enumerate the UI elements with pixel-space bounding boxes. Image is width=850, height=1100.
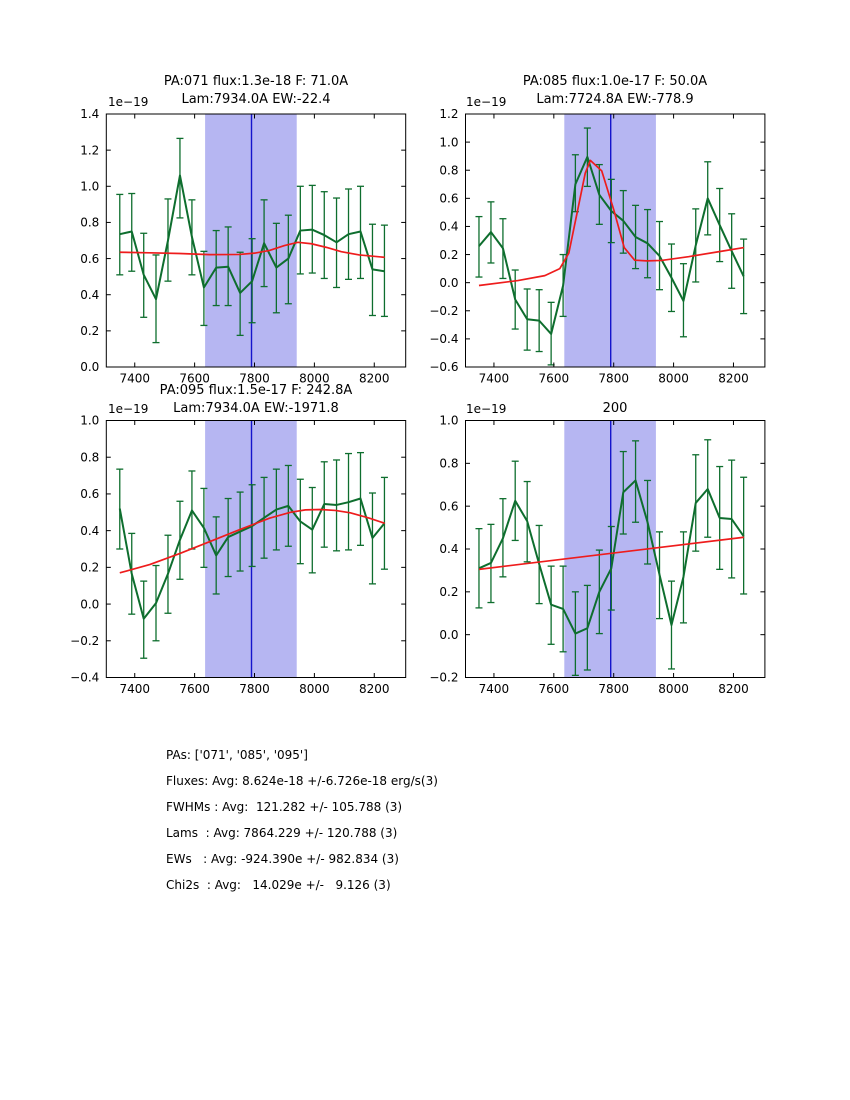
y-tick-label: 0.2: [80, 560, 100, 575]
y-tick-label: 0.6: [80, 251, 100, 266]
y-tick-label: 1.4: [80, 107, 100, 122]
y-tick-label: 0.0: [439, 275, 459, 290]
x-tick-label: 7400: [478, 371, 510, 386]
plot-3-title-line1: PA:095 flux:1.5e-17 F: 242.8A: [159, 383, 353, 398]
y-tick-label: −0.2: [429, 303, 459, 318]
summary-line-lams: Lams : Avg: 7864.229 +/- 120.788 (3): [166, 826, 398, 840]
x-tick-label: 8000: [658, 682, 689, 696]
y-tick-label: 0.2: [80, 324, 100, 339]
summary-line-fwhms: FWHMs : Avg: 121.282 +/- 105.788 (3): [166, 800, 403, 814]
plot-3-offset-label: 1e−19: [108, 402, 149, 416]
x-tick-label: 8000: [299, 682, 330, 696]
x-tick-label: 8200: [718, 682, 749, 696]
summary-line-pas: PAs: ['071', '085', '095']: [166, 748, 308, 762]
y-tick-label: 1.0: [439, 135, 459, 150]
y-tick-label: 0.8: [439, 163, 459, 178]
plot-1-title-line2: Lam:7934.0A EW:-22.4: [181, 92, 331, 107]
plot-1-offset-label: 1e−19: [108, 95, 149, 109]
y-tick-label: −0.6: [429, 360, 459, 375]
summary-line-chi2s: Chi2s : Avg: 14.029e +/- 9.126 (3): [166, 878, 391, 892]
x-tick-label: 7800: [239, 371, 270, 386]
y-tick-label: 0.6: [439, 499, 459, 514]
plot-4-offset-label: 1e−19: [466, 402, 507, 416]
y-tick-label: −0.4: [70, 670, 100, 685]
y-tick-label: 0.0: [80, 360, 100, 375]
x-tick-label: 7400: [119, 371, 151, 386]
x-tick-label: 7600: [179, 682, 210, 696]
y-tick-label: 0.6: [439, 191, 459, 206]
plot-2-offset-label: 1e−19: [466, 95, 507, 109]
x-tick-label: 8200: [358, 371, 390, 386]
plot-2-title-line2: Lam:7724.8A EW:-778.9: [536, 92, 694, 107]
x-tick-label: 7800: [239, 682, 270, 696]
plot-4: [429, 414, 765, 696]
plot-1-title: [164, 73, 348, 109]
y-tick-label: 0.4: [80, 287, 100, 302]
y-tick-label: 1.2: [439, 107, 459, 122]
plot-4-title: [603, 400, 628, 418]
y-tick-label: 0.0: [439, 627, 459, 642]
plot-3-title: [160, 382, 353, 418]
plot-4-title-line1: 200: [602, 401, 628, 416]
y-tick-label: 1.2: [80, 143, 100, 158]
y-tick-label: 1.0: [80, 179, 100, 194]
y-tick-label: 1.0: [80, 413, 100, 428]
y-tick-label: −0.4: [429, 332, 459, 347]
y-tick-label: 0.4: [80, 523, 100, 538]
y-tick-label: 0.8: [80, 215, 100, 230]
y-tick-label: 0.8: [80, 450, 100, 465]
y-tick-label: −0.2: [70, 633, 100, 648]
y-tick-label: 1.0: [439, 413, 459, 428]
summary-line-fluxes: Fluxes: Avg: 8.624e-18 +/-6.726e-18 erg/s(3): [166, 774, 438, 788]
plot-2: [429, 107, 765, 385]
y-tick-label: 0.8: [439, 456, 459, 471]
plot-2-title: [523, 73, 707, 109]
plot-3-title-line2: Lam:7934.0A EW:-1971.8: [173, 401, 339, 416]
y-tick-label: 0.0: [80, 597, 100, 612]
summary-stats: [166, 742, 438, 898]
y-tick-label: 0.6: [80, 487, 100, 502]
x-tick-label: 7800: [598, 682, 629, 696]
y-tick-label: 0.2: [439, 247, 459, 262]
plot-3: [70, 414, 406, 696]
plot-1-title-line1: PA:071 flux:1.3e-18 F: 71.0A: [163, 74, 349, 89]
x-tick-label: 7600: [179, 371, 210, 386]
plot-2-title-line1: PA:085 flux:1.0e-17 F: 50.0A: [522, 74, 708, 89]
y-tick-label: −0.2: [429, 670, 459, 685]
x-tick-label: 8200: [718, 371, 749, 386]
x-tick-label: 7400: [478, 682, 510, 696]
y-tick-label: 0.2: [439, 585, 459, 600]
y-tick-label: 0.4: [439, 219, 459, 234]
summary-line-ews: EWs : Avg: -924.390e +/- 982.834 (3): [166, 852, 399, 866]
plot-1: [80, 107, 405, 385]
x-tick-label: 8200: [358, 682, 390, 696]
x-tick-label: 7600: [538, 682, 570, 696]
x-tick-label: 7400: [119, 682, 151, 696]
x-tick-label: 7600: [538, 371, 570, 386]
x-tick-label: 7800: [598, 371, 629, 386]
x-tick-label: 8000: [299, 371, 330, 386]
x-tick-label: 8000: [658, 371, 689, 386]
y-tick-label: 0.4: [439, 542, 459, 557]
